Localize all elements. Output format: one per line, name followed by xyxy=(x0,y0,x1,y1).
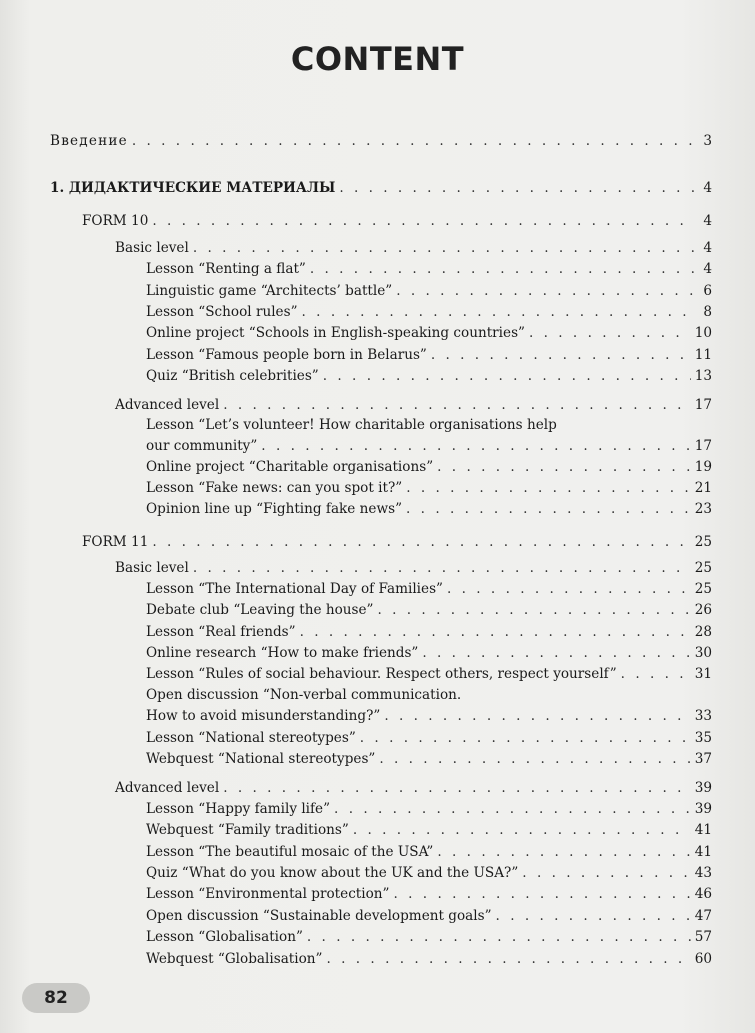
dot-leader xyxy=(406,478,690,498)
toc-entry[interactable] xyxy=(146,820,712,840)
toc-entry-page-number: 26 xyxy=(694,602,712,618)
toc-entry-label: Lesson “National stereotypes” xyxy=(146,730,356,746)
toc-entry[interactable] xyxy=(146,579,712,599)
dot-leader xyxy=(529,323,691,343)
dot-leader xyxy=(422,643,690,663)
toc-entry[interactable] xyxy=(146,259,712,279)
toc-entry-page-number: 39 xyxy=(694,780,712,796)
toc-entry[interactable] xyxy=(146,323,712,343)
toc-entry-page-number: 6 xyxy=(703,283,712,299)
dot-leader xyxy=(339,178,694,198)
toc-entry-page-number: 47 xyxy=(694,908,712,924)
toc-entry-label: Lesson “Famous people born in Belarus” xyxy=(146,347,427,363)
toc-entry-page-number: 17 xyxy=(694,438,712,454)
toc-entry-label: Basic level xyxy=(115,240,189,256)
toc-entry[interactable] xyxy=(146,728,712,748)
toc-entry-page-number: 41 xyxy=(694,822,712,838)
toc-entry-page-number: 4 xyxy=(703,180,712,196)
toc-entry-label: our community” xyxy=(146,438,258,454)
toc-entry-page-number: 3 xyxy=(703,133,712,149)
dot-leader xyxy=(447,579,691,599)
toc-entry[interactable] xyxy=(146,302,712,322)
toc-entry-first-line: Lesson “Let’s volunteer! How charitable organisations help xyxy=(146,417,557,433)
toc-entry[interactable] xyxy=(50,131,712,151)
toc-entry-label: Webquest “Family traditions” xyxy=(146,822,349,838)
toc-entry[interactable] xyxy=(146,600,712,620)
toc-entry-label: Webquest “National stereotypes” xyxy=(146,751,376,767)
toc-entry-label: Open discussion “Sustainable development goals” xyxy=(146,908,492,924)
toc-entry-page-number: 25 xyxy=(694,560,712,576)
dot-leader xyxy=(437,842,690,862)
toc-entry-page-number: 39 xyxy=(694,801,712,817)
toc-entry-page-number: 11 xyxy=(694,347,712,363)
dot-leader xyxy=(310,259,694,279)
toc-entry[interactable] xyxy=(146,842,712,862)
toc-entry-label: Online project “Charitable organisations” xyxy=(146,459,434,475)
page-title: CONTENT xyxy=(290,40,465,78)
toc-entry-label: Lesson “Happy family life” xyxy=(146,801,331,817)
toc-entry-page-number: 57 xyxy=(694,929,712,945)
toc-entry-label: Lesson “Globalisation” xyxy=(146,929,303,945)
toc-entry[interactable] xyxy=(146,863,712,883)
toc-entry-label: Webquest “Globalisation” xyxy=(146,951,323,967)
toc-entry-label: Basic level xyxy=(115,560,189,576)
toc-entry-label: Lesson “The beautiful mosaic of the USA” xyxy=(146,844,434,860)
dot-leader xyxy=(193,558,691,578)
toc-entry[interactable] xyxy=(50,178,712,198)
toc-entry-page-number: 43 xyxy=(694,865,712,881)
toc-entry[interactable] xyxy=(146,706,712,726)
toc-entry-label: Linguistic game “Architects’ battle” xyxy=(146,283,393,299)
dot-leader xyxy=(621,664,691,684)
toc-entry[interactable] xyxy=(146,345,712,365)
toc-entry-page-number: 33 xyxy=(694,708,712,724)
toc-entry-page-number: 4 xyxy=(703,261,712,277)
toc-entry-label: Opinion line up “Fighting fake news” xyxy=(146,501,403,517)
dot-leader xyxy=(384,706,690,726)
toc-entry[interactable] xyxy=(146,949,712,969)
toc-entry[interactable] xyxy=(146,366,712,386)
dot-leader xyxy=(394,884,691,904)
toc-entry[interactable] xyxy=(146,281,712,301)
toc-entry-label: Online project “Schools in English-speaking countries” xyxy=(146,325,525,341)
dot-leader xyxy=(152,532,690,552)
toc-entry[interactable] xyxy=(115,778,712,798)
toc-entry-page-number: 19 xyxy=(694,459,712,475)
toc-entry-label: Lesson “Fake news: can you spot it?” xyxy=(146,480,403,496)
dot-leader xyxy=(223,395,690,415)
toc-entry-label: FORM 10 xyxy=(82,213,149,229)
dot-leader xyxy=(522,863,690,883)
dot-leader xyxy=(307,927,691,947)
toc-entry-label: Quiz “What do you know about the UK and the USA?” xyxy=(146,865,519,881)
toc-entry-label: Advanced level xyxy=(115,780,220,796)
toc-entry-page-number: 30 xyxy=(694,645,712,661)
toc-entry[interactable] xyxy=(146,749,712,769)
dot-leader xyxy=(132,131,694,151)
dot-leader xyxy=(360,728,691,748)
dot-leader xyxy=(353,820,691,840)
toc-entry[interactable] xyxy=(146,499,712,519)
toc-entry[interactable] xyxy=(146,906,712,926)
toc-entry[interactable] xyxy=(115,238,712,258)
toc-entry-label: Lesson “Rules of social behaviour. Respect others, respect yourself” xyxy=(146,666,617,682)
dot-leader xyxy=(261,436,690,456)
dot-leader xyxy=(378,600,691,620)
toc-entry[interactable] xyxy=(115,558,712,578)
toc-entry[interactable] xyxy=(82,532,712,552)
dot-leader xyxy=(431,345,691,365)
toc-entry-page-number: 10 xyxy=(694,325,712,341)
toc-entry-first-line: Open discussion “Non-verbal communication. xyxy=(146,687,462,703)
toc-entry-page-number: 17 xyxy=(694,397,712,413)
toc-entry-page-number: 31 xyxy=(694,666,712,682)
toc-entry-label: Lesson “Real friends” xyxy=(146,624,296,640)
toc-entry[interactable] xyxy=(146,478,712,498)
toc-entry-label: Lesson “Renting a flat” xyxy=(146,261,306,277)
toc-entry[interactable] xyxy=(146,664,712,684)
toc-entry-label: Advanced level xyxy=(115,397,220,413)
toc-entry[interactable] xyxy=(146,884,712,904)
toc-entry-page-number: 28 xyxy=(694,624,712,640)
toc-entry-label: Lesson “School rules” xyxy=(146,304,298,320)
dot-leader xyxy=(396,281,694,301)
toc-entry-page-number: 46 xyxy=(694,886,712,902)
dot-leader xyxy=(379,749,690,769)
toc-entry-label: Debate club “Leaving the house” xyxy=(146,602,374,618)
dot-leader xyxy=(152,211,694,231)
toc-entry[interactable] xyxy=(146,643,712,663)
toc-entry-page-number: 35 xyxy=(694,730,712,746)
toc-entry-label: Lesson “The International Day of Families” xyxy=(146,581,443,597)
toc-entry[interactable] xyxy=(146,622,712,642)
dot-leader xyxy=(334,799,691,819)
toc-entry-page-number: 37 xyxy=(694,751,712,767)
toc-entry-label: Введение xyxy=(50,133,128,149)
toc-entry-page-number: 4 xyxy=(703,240,712,256)
toc-entry-page-number: 23 xyxy=(694,501,712,517)
toc-entry-label: Quiz “British celebrities” xyxy=(146,368,319,384)
dot-leader xyxy=(496,906,691,926)
toc-entry[interactable] xyxy=(146,436,712,456)
toc-entry-label: How to avoid misunderstanding?” xyxy=(146,708,381,724)
toc-entry-label: Online research “How to make friends” xyxy=(146,645,419,661)
toc-entry-label: Lesson “Environmental protection” xyxy=(146,886,390,902)
page-number-badge: 82 xyxy=(22,983,90,1013)
toc-entry[interactable] xyxy=(146,799,712,819)
toc-entry-page-number: 21 xyxy=(694,480,712,496)
dot-leader xyxy=(323,366,691,386)
toc-entry[interactable] xyxy=(115,395,712,415)
toc-entry[interactable] xyxy=(146,927,712,947)
toc-entry-label: 1. ДИДАКТИЧЕСКИЕ МАТЕРИАЛЫ xyxy=(50,180,336,196)
toc-entry-page-number: 41 xyxy=(694,844,712,860)
toc-entry-page-number: 13 xyxy=(694,368,712,384)
toc-entry-label: FORM 11 xyxy=(82,534,149,550)
toc-entry-page-number: 8 xyxy=(703,304,712,320)
dot-leader xyxy=(300,622,691,642)
dot-leader xyxy=(302,302,694,322)
dot-leader xyxy=(193,238,694,258)
toc-entry[interactable] xyxy=(82,211,712,231)
toc-entry-page-number: 25 xyxy=(694,534,712,550)
toc-entry-page-number: 4 xyxy=(703,213,712,229)
toc-entry[interactable] xyxy=(146,457,712,477)
dot-leader xyxy=(223,778,690,798)
toc-entry-page-number: 60 xyxy=(694,951,712,967)
toc-entry-page-number: 25 xyxy=(694,581,712,597)
dot-leader xyxy=(406,499,691,519)
dot-leader xyxy=(327,949,691,969)
dot-leader xyxy=(437,457,691,477)
